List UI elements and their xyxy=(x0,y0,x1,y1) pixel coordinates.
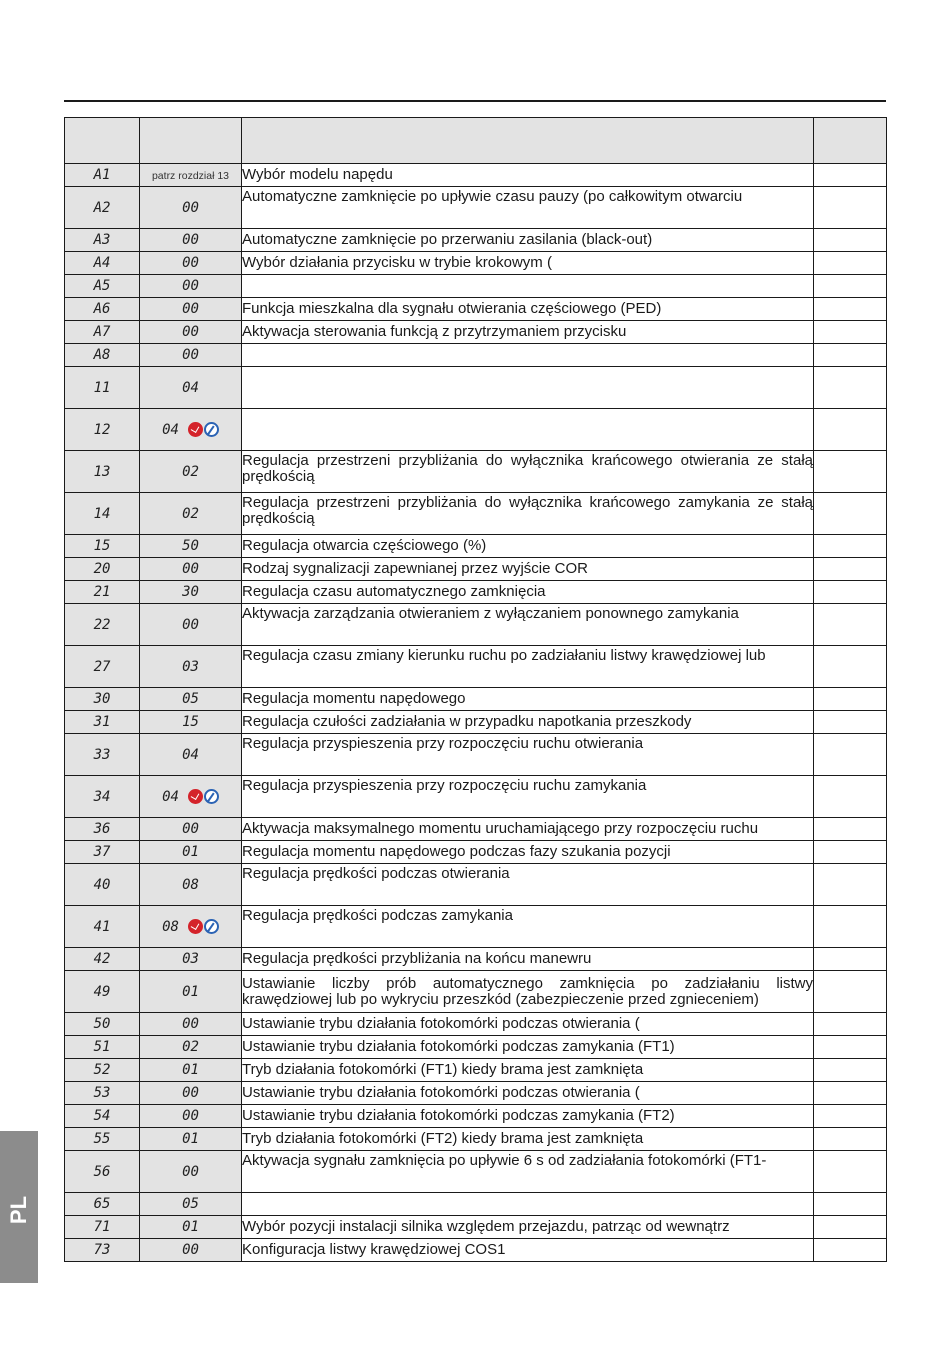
default-value xyxy=(140,229,242,252)
notes-cell xyxy=(814,776,887,818)
parameter-code: 20 xyxy=(65,558,140,581)
default-value xyxy=(140,1036,242,1059)
notes-cell xyxy=(814,493,887,535)
default-value xyxy=(140,1216,242,1239)
table-row xyxy=(65,1013,887,1036)
notes-cell xyxy=(814,252,887,275)
parameter-code: A2 xyxy=(65,187,140,229)
notes-cell xyxy=(814,409,887,451)
parameter-code: 34 xyxy=(65,776,140,818)
parameter-code: 53 xyxy=(65,1082,140,1105)
parameter-code: A5 xyxy=(65,275,140,298)
table-row xyxy=(65,409,887,451)
parameter-description: Tryb działania fotokomórki (FT1) kiedy brama jest zamknięta xyxy=(242,1059,814,1082)
parameter-description: Aktywacja sygnału zamknięcia po upływie 6 s od zadziałania fotokomórki (FT1- xyxy=(242,1151,814,1193)
parameters-table xyxy=(64,117,887,1262)
parameter-description: Aktywacja maksymalnego momentu uruchamiającego przy rozpoczęciu ruchu xyxy=(242,818,814,841)
parameter-code: 40 xyxy=(65,864,140,906)
blue-no-icon xyxy=(204,422,219,437)
header-cell-description xyxy=(242,118,814,164)
table-row xyxy=(65,776,887,818)
default-value-text: 15 xyxy=(182,714,199,730)
default-value-text: 00 xyxy=(182,324,199,340)
parameter-description: Automatyczne zamknięcie po upływie czasu pauzy (po całkowitym otwarciu xyxy=(242,187,814,229)
notes-cell xyxy=(814,734,887,776)
parameter-code: 14 xyxy=(65,493,140,535)
parameter-code: 65 xyxy=(65,1193,140,1216)
parameter-code: A3 xyxy=(65,229,140,252)
parameter-description: Regulacja przestrzeni przybliżania do wyłącznika krańcowego otwierania ze stałą prędkością xyxy=(242,451,814,493)
default-value xyxy=(140,948,242,971)
header-cell-notes xyxy=(814,118,887,164)
default-value-text: 00 xyxy=(182,199,199,216)
table-row xyxy=(65,906,887,948)
default-value-text: 01 xyxy=(182,983,199,1000)
table-row xyxy=(65,164,887,187)
parameter-code: 51 xyxy=(65,1036,140,1059)
notes-cell xyxy=(814,298,887,321)
parameter-code: A7 xyxy=(65,321,140,344)
header-cell-default xyxy=(140,118,242,164)
default-value xyxy=(140,711,242,734)
table-row xyxy=(65,646,887,688)
default-value-text: 00 xyxy=(182,1108,199,1124)
parameter-code: A8 xyxy=(65,344,140,367)
parameter-description: Ustawianie trybu działania fotokomórki podczas otwierania ( xyxy=(242,1082,814,1105)
parameter-code: A1 xyxy=(65,164,140,187)
parameter-code: 37 xyxy=(65,841,140,864)
parameter-description: Aktywacja sterowania funkcją z przytrzymaniem przycisku xyxy=(242,321,814,344)
table-row xyxy=(65,1239,887,1262)
default-value xyxy=(140,646,242,688)
table-row xyxy=(65,1151,887,1193)
notes-cell xyxy=(814,688,887,711)
default-value xyxy=(140,1013,242,1036)
parameter-code: 22 xyxy=(65,604,140,646)
parameter-code: 21 xyxy=(65,581,140,604)
table-row xyxy=(65,229,887,252)
default-value xyxy=(140,367,242,409)
parameter-description: Regulacja prędkości podczas otwierania xyxy=(242,864,814,906)
parameter-description: Tryb działania fotokomórki (FT2) kiedy brama jest zamknięta xyxy=(242,1128,814,1151)
notes-cell xyxy=(814,367,887,409)
parameter-description: Regulacja czasu zmiany kierunku ruchu po zadziałaniu listwy krawędziowej lub xyxy=(242,646,814,688)
notes-cell xyxy=(814,581,887,604)
table-row xyxy=(65,711,887,734)
table-row xyxy=(65,451,887,493)
table-row xyxy=(65,864,887,906)
parameter-description xyxy=(242,367,814,409)
default-value xyxy=(140,1193,242,1216)
blue-no-icon xyxy=(204,789,219,804)
parameter-description: Konfiguracja listwy krawędziowej COS1 xyxy=(242,1239,814,1262)
table-row xyxy=(65,688,887,711)
notes-cell xyxy=(814,1193,887,1216)
table-row xyxy=(65,604,887,646)
default-value xyxy=(140,409,242,451)
parameter-code: 11 xyxy=(65,367,140,409)
notes-cell xyxy=(814,1151,887,1193)
default-value xyxy=(140,1082,242,1105)
table-row xyxy=(65,1216,887,1239)
table-row xyxy=(65,1036,887,1059)
table-row xyxy=(65,818,887,841)
parameter-description: Regulacja przyspieszenia przy rozpoczęciu ruchu otwierania xyxy=(242,734,814,776)
table-row xyxy=(65,344,887,367)
table-row xyxy=(65,252,887,275)
default-value-text: 00 xyxy=(182,821,199,837)
parameter-description: Regulacja momentu napędowego podczas fazy szukania pozycji xyxy=(242,841,814,864)
blue-no-icon xyxy=(204,919,219,934)
parameter-description xyxy=(242,275,814,298)
parameter-description xyxy=(242,409,814,451)
notes-cell xyxy=(814,1239,887,1262)
parameter-code: 73 xyxy=(65,1239,140,1262)
notes-cell xyxy=(814,711,887,734)
parameter-description: Ustawianie trybu działania fotokomórki podczas zamykania (FT1) xyxy=(242,1036,814,1059)
default-value-text: 03 xyxy=(182,951,199,967)
parameter-code: 31 xyxy=(65,711,140,734)
table-row xyxy=(65,558,887,581)
default-value xyxy=(140,864,242,906)
parameter-code: 30 xyxy=(65,688,140,711)
notes-cell xyxy=(814,275,887,298)
notes-cell xyxy=(814,451,887,493)
default-value xyxy=(140,604,242,646)
default-value xyxy=(140,535,242,558)
default-value xyxy=(140,776,242,818)
notes-cell xyxy=(814,164,887,187)
default-value xyxy=(140,688,242,711)
default-value-text: 04 xyxy=(182,746,199,763)
table-row xyxy=(65,1082,887,1105)
default-value xyxy=(140,841,242,864)
notes-cell xyxy=(814,344,887,367)
parameter-description: Wybór pozycji instalacji silnika względem przejazdu, patrząc od wewnątrz xyxy=(242,1216,814,1239)
default-value xyxy=(140,1059,242,1082)
default-value-text: 04 xyxy=(162,788,179,805)
default-value-text: 02 xyxy=(182,1039,199,1055)
notes-cell xyxy=(814,1013,887,1036)
notes-cell xyxy=(814,558,887,581)
default-value xyxy=(140,344,242,367)
default-value xyxy=(140,906,242,948)
notes-cell xyxy=(814,229,887,252)
notes-cell xyxy=(814,864,887,906)
parameter-code: A4 xyxy=(65,252,140,275)
table-body xyxy=(65,164,887,1262)
red-check-icon xyxy=(188,789,203,804)
parameter-description: Rodzaj sygnalizacji zapewnianej przez wyjście COR xyxy=(242,558,814,581)
default-value xyxy=(140,1128,242,1151)
default-value xyxy=(140,493,242,535)
parameter-description: Ustawianie liczby prób automatycznego zamknięcia po zadziałaniu listwy krawędziowej lub po wykryciu przeszkód (zabezpieczenie przed zgnieceniem) xyxy=(242,971,814,1013)
parameter-description: Regulacja przyspieszenia przy rozpoczęciu ruchu zamykania xyxy=(242,776,814,818)
default-value-text: 04 xyxy=(162,421,179,438)
default-value xyxy=(140,298,242,321)
table-row xyxy=(65,535,887,558)
parameter-description: Wybór modelu napędu xyxy=(242,164,814,187)
default-value-text: 00 xyxy=(182,1163,199,1180)
notes-cell xyxy=(814,1059,887,1082)
parameter-description: Ustawianie trybu działania fotokomórki podczas zamykania (FT2) xyxy=(242,1105,814,1128)
default-value xyxy=(140,164,242,187)
parameter-description: Ustawianie trybu działania fotokomórki podczas otwierania ( xyxy=(242,1013,814,1036)
notes-cell xyxy=(814,1105,887,1128)
parameter-description xyxy=(242,1193,814,1216)
parameter-code: 56 xyxy=(65,1151,140,1193)
default-value-text: 01 xyxy=(182,1219,199,1235)
default-value-text: 05 xyxy=(182,691,199,707)
default-value xyxy=(140,1239,242,1262)
parameter-description: Regulacja prędkości podczas zamykania xyxy=(242,906,814,948)
table-row xyxy=(65,367,887,409)
default-value xyxy=(140,451,242,493)
notes-cell xyxy=(814,187,887,229)
motor-badges xyxy=(187,789,219,805)
notes-cell xyxy=(814,646,887,688)
default-value-text: 01 xyxy=(182,1062,199,1078)
default-value-text: 02 xyxy=(182,463,199,480)
notes-cell xyxy=(814,535,887,558)
parameter-description: Funkcja mieszkalna dla sygnału otwierania częściowego (PED) xyxy=(242,298,814,321)
parameter-code: 71 xyxy=(65,1216,140,1239)
default-value-text: 00 xyxy=(182,301,199,317)
parameter-code: 41 xyxy=(65,906,140,948)
default-value-text: 04 xyxy=(182,379,199,396)
language-tab xyxy=(0,1131,38,1283)
table-row xyxy=(65,321,887,344)
notes-cell xyxy=(814,818,887,841)
table-row xyxy=(65,1105,887,1128)
default-value xyxy=(140,252,242,275)
notes-cell xyxy=(814,906,887,948)
motor-badges xyxy=(187,422,219,438)
default-value-text: 00 xyxy=(182,616,199,633)
parameter-description: Aktywacja zarządzania otwieraniem z wyłączaniem ponownego zamykania xyxy=(242,604,814,646)
default-value-text: 05 xyxy=(182,1196,199,1212)
default-value-text: 00 xyxy=(182,232,199,248)
red-check-icon xyxy=(188,919,203,934)
notes-cell xyxy=(814,1216,887,1239)
parameter-description: Wybór działania przycisku w trybie krokowym ( xyxy=(242,252,814,275)
parameter-code: A6 xyxy=(65,298,140,321)
notes-cell xyxy=(814,971,887,1013)
default-value-text: 00 xyxy=(182,278,199,294)
notes-cell xyxy=(814,1128,887,1151)
table-header-row xyxy=(65,118,887,164)
default-value xyxy=(140,734,242,776)
notes-cell xyxy=(814,841,887,864)
default-value-text: 00 xyxy=(182,1242,199,1258)
notes-cell xyxy=(814,604,887,646)
default-value-text: 01 xyxy=(182,1131,199,1147)
default-value xyxy=(140,581,242,604)
default-value xyxy=(140,1105,242,1128)
default-value-text: 08 xyxy=(162,918,179,935)
parameter-code: 55 xyxy=(65,1128,140,1151)
table-row xyxy=(65,1059,887,1082)
red-check-icon xyxy=(188,422,203,437)
table-row xyxy=(65,841,887,864)
table-row xyxy=(65,948,887,971)
parameter-code: 12 xyxy=(65,409,140,451)
default-note: patrz rozdział 13 xyxy=(151,170,230,182)
table-row xyxy=(65,1193,887,1216)
parameter-description xyxy=(242,344,814,367)
default-value-text: 50 xyxy=(182,538,199,554)
notes-cell xyxy=(814,1036,887,1059)
table-row xyxy=(65,275,887,298)
default-value xyxy=(140,971,242,1013)
table-row xyxy=(65,581,887,604)
parameter-description: Regulacja momentu napędowego xyxy=(242,688,814,711)
table-row xyxy=(65,298,887,321)
default-value-text: 08 xyxy=(182,876,199,893)
notes-cell xyxy=(814,948,887,971)
parameter-code: 52 xyxy=(65,1059,140,1082)
default-value xyxy=(140,321,242,344)
default-value-text: 00 xyxy=(182,347,199,363)
parameter-code: 15 xyxy=(65,535,140,558)
header-cell-code xyxy=(65,118,140,164)
table-row xyxy=(65,971,887,1013)
default-value xyxy=(140,275,242,298)
default-value xyxy=(140,187,242,229)
top-rule xyxy=(64,100,886,102)
parameter-code: 27 xyxy=(65,646,140,688)
table-row xyxy=(65,734,887,776)
parameter-description: Automatyczne zamknięcie po przerwaniu zasilania (black-out) xyxy=(242,229,814,252)
table-row xyxy=(65,187,887,229)
default-value xyxy=(140,1151,242,1193)
default-value-text: 02 xyxy=(182,505,199,522)
parameter-description: Regulacja czułości zadziałania w przypadku napotkania przeszkody xyxy=(242,711,814,734)
parameter-code: 49 xyxy=(65,971,140,1013)
parameter-code: 36 xyxy=(65,818,140,841)
parameter-description: Regulacja przestrzeni przybliżania do wyłącznika krańcowego zamykania ze stałą prędkością xyxy=(242,493,814,535)
table-row xyxy=(65,493,887,535)
default-value-text: 00 xyxy=(182,561,199,577)
parameter-code: 54 xyxy=(65,1105,140,1128)
default-value xyxy=(140,818,242,841)
parameter-description: Regulacja otwarcia częściowego (%) xyxy=(242,535,814,558)
motor-badges xyxy=(187,919,219,935)
language-tab-label: PL xyxy=(6,1195,31,1225)
notes-cell xyxy=(814,321,887,344)
parameter-code: 13 xyxy=(65,451,140,493)
default-value-text: 00 xyxy=(182,255,199,271)
default-value-text: 30 xyxy=(182,584,199,600)
notes-cell xyxy=(814,1082,887,1105)
parameter-description: Regulacja czasu automatycznego zamknięcia xyxy=(242,581,814,604)
parameter-description: Regulacja prędkości przybliżania na końcu manewru xyxy=(242,948,814,971)
parameter-code: 50 xyxy=(65,1013,140,1036)
default-value-text: 03 xyxy=(182,658,199,675)
default-value-text: 01 xyxy=(182,844,199,860)
default-value-text: 00 xyxy=(182,1016,199,1032)
parameter-code: 33 xyxy=(65,734,140,776)
table-row xyxy=(65,1128,887,1151)
default-value xyxy=(140,558,242,581)
parameter-code: 42 xyxy=(65,948,140,971)
default-value-text: 00 xyxy=(182,1085,199,1101)
